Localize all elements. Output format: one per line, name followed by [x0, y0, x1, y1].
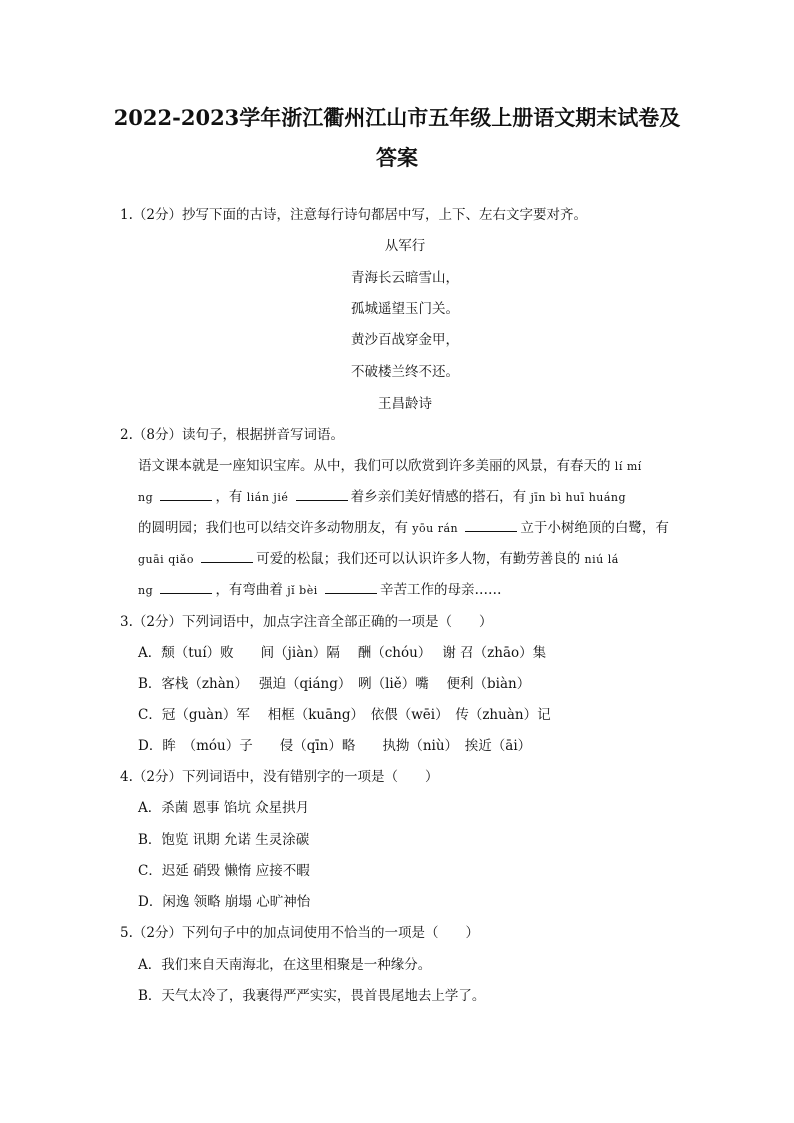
q2-text: 立于小树绝顶的白鹭，有: [520, 520, 669, 536]
q5-option-b[interactable]: B．天气太冷了，我裹得严严实实，畏首畏尾地去上学了。: [138, 988, 486, 1004]
answer-blank[interactable]: [296, 488, 348, 501]
q4-option-b[interactable]: B．饱览 讯期 允诺 生灵涂碳: [138, 832, 310, 848]
pinyin: yōu rán: [412, 522, 459, 535]
exam-title-line-1: 2022-2023学年浙江衢州江山市五年级上册语文期末试卷及: [113, 105, 681, 130]
answer-blank[interactable]: [201, 550, 253, 563]
q2-text: 着乡亲们美好情感的搭石，有: [350, 489, 527, 505]
q2-line-4: [138, 549, 678, 570]
answer-blank[interactable]: [325, 581, 377, 594]
pinyin: jǐ bèi: [287, 584, 318, 597]
q4-option-c[interactable]: C．迟延 硝毁 懒惰 应接不暇: [138, 863, 310, 879]
exam-title-line-2: 答案: [376, 145, 418, 170]
q2-line-5: [138, 580, 678, 601]
pinyin: ng: [138, 584, 154, 597]
q4-option-d[interactable]: D．闲逸 领略 崩塌 心旷神怡: [138, 894, 311, 910]
q2-text: 辛苦工作的母亲……: [380, 582, 502, 598]
q2-line-2: [138, 487, 678, 508]
q4-stem: 4.（2分）下列词语中，没有错别字的一项是（ ）: [120, 769, 439, 785]
answer-blank[interactable]: [465, 519, 517, 532]
q2-stem: 2.（8分）读句子，根据拼音写词语。: [120, 427, 344, 443]
q2-text: 可爱的松鼠；我们还可以认识许多人物，有勤劳善良的: [256, 551, 581, 567]
q3-option-a[interactable]: A．颓（tuí）败 间（jiàn）隔 酬（chóu） 谢 召（zhāo）集: [138, 645, 547, 661]
q3-option-b[interactable]: B．客栈（zhàn） 强迫（qiáng） 咧（liě）嘴 便利（biàn）: [138, 676, 531, 692]
poem-line-3: 黄沙百战穿金甲，: [351, 332, 459, 348]
pinyin: ng: [138, 491, 154, 504]
poem-line-4: 不破楼兰终不还。: [351, 364, 459, 380]
pinyin: lí mí: [614, 460, 642, 473]
q2-text: ，有弯曲着: [215, 582, 283, 598]
answer-blank[interactable]: [160, 488, 212, 501]
q3-option-d[interactable]: D．眸 （móu）子 侵（qīn）略 执拗（niù） 挨近（āi）: [138, 738, 532, 754]
q2-line-1: [138, 456, 678, 477]
q3-stem: 3.（2分）下列词语中，加点字注音全部正确的一项是（ ）: [120, 614, 493, 630]
q1-stem: 1.（2分）抄写下面的古诗，注意每行诗句都居中写，上下、左右文字要对齐。: [120, 207, 587, 223]
poem-line-1: 青海长云暗雪山，: [351, 270, 459, 286]
q4-option-a[interactable]: A．杀菌 恩事 馅坑 众星拱月: [138, 800, 310, 816]
q2-text: ，有: [215, 489, 243, 505]
answer-blank[interactable]: [160, 581, 212, 594]
q2-line-3: [138, 518, 678, 539]
pinyin: guāi qiǎo: [138, 553, 194, 566]
q5-option-a[interactable]: A．我们来自天南海北，在这里相聚是一种缘分。: [138, 957, 432, 973]
q3-option-c[interactable]: C．冠（guàn）军 相框（kuāng） 依偎（wēi） 传（zhuàn）记: [138, 707, 551, 723]
q2-text: 语文课本就是一座知识宝库。从中，我们可以欣赏到许多美丽的风景，有春天的: [138, 458, 611, 474]
pinyin: niú lá: [584, 553, 619, 566]
poem-line-2: 孤城遥望玉门关。: [351, 301, 459, 317]
q2-text: 的圆明园；我们也可以结交许多动物朋友，有: [138, 520, 408, 536]
poem-author: 王昌龄诗: [378, 396, 432, 412]
pinyin: jīn bì huī huáng: [530, 491, 627, 504]
poem-title: 从军行: [384, 238, 426, 254]
q5-stem: 5.（2分）下列句子中的加点词使用不恰当的一项是（ ）: [120, 925, 479, 941]
pinyin: lián jié: [246, 491, 289, 504]
